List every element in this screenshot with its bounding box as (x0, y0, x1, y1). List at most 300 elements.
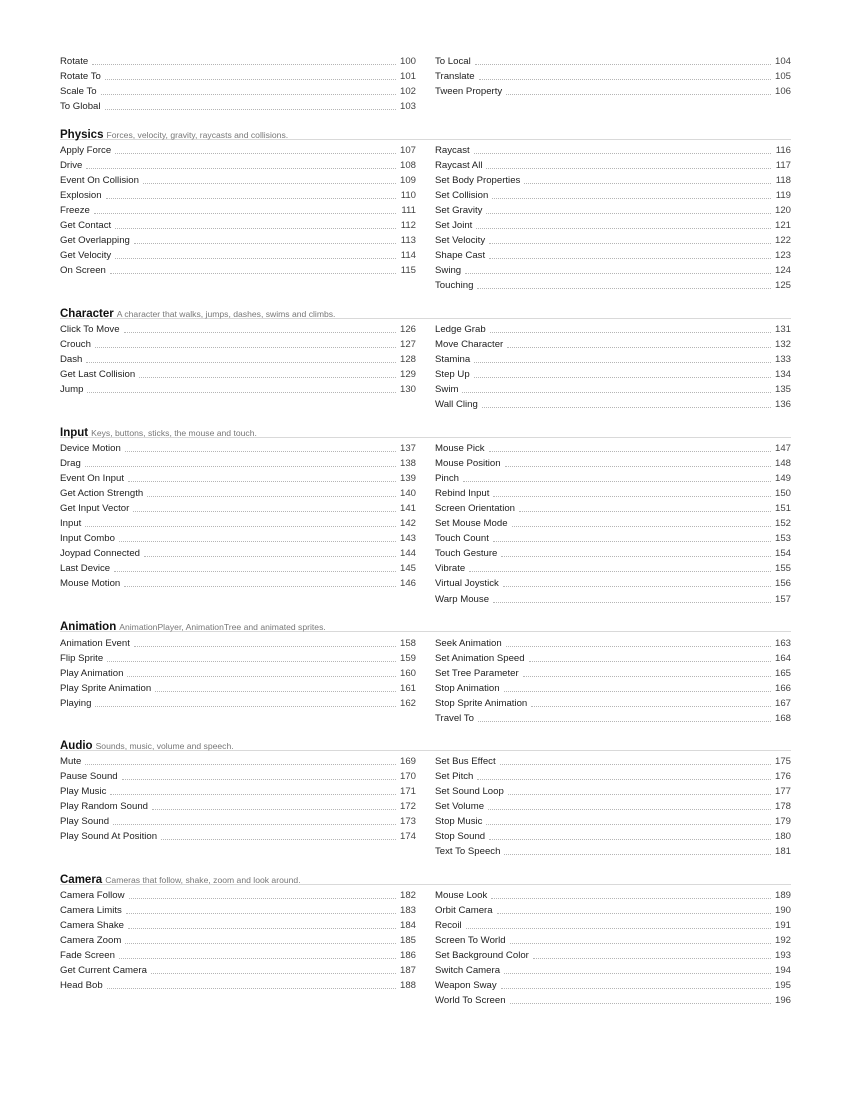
dot-leader (127, 675, 396, 677)
entry-page-number: 177 (774, 786, 791, 798)
index-entry[interactable] (60, 799, 416, 814)
entry-title: Get Overlapping (60, 235, 130, 247)
dot-leader (489, 242, 771, 244)
dot-leader (506, 93, 771, 95)
dot-leader (489, 450, 771, 452)
dot-leader (119, 957, 396, 959)
dot-leader (125, 450, 396, 452)
entry-title: Input Combo (60, 533, 115, 545)
index-entry[interactable] (60, 84, 416, 99)
index-entry[interactable] (60, 561, 416, 576)
entry-title: Set Joint (435, 220, 473, 232)
dot-leader (493, 540, 771, 542)
index-entry[interactable] (435, 337, 791, 352)
dot-leader (139, 376, 396, 378)
entry-title: Animation Event (60, 638, 130, 649)
dot-leader (133, 510, 396, 512)
entry-page-number: 172 (399, 801, 416, 813)
dot-leader (95, 346, 396, 348)
index-entry[interactable] (435, 203, 791, 218)
index-entry[interactable] (60, 933, 416, 948)
dot-leader (86, 167, 396, 169)
entry-page-number: 161 (399, 683, 416, 695)
index-entry[interactable] (60, 576, 416, 591)
dot-leader (86, 361, 396, 363)
dot-leader (486, 823, 771, 825)
index-entry[interactable] (60, 829, 416, 844)
entry-page-number: 123 (774, 250, 791, 262)
index-entry[interactable] (60, 173, 416, 188)
index-entry[interactable] (60, 903, 416, 918)
entry-title: Event On Collision (60, 175, 139, 187)
index-entry[interactable] (60, 531, 416, 546)
dot-leader (510, 1002, 771, 1004)
index-entry[interactable] (60, 352, 416, 367)
section-title: Camera (60, 874, 103, 886)
index-entry[interactable] (435, 918, 791, 933)
entry-page-number: 190 (774, 905, 791, 917)
index-entry[interactable] (435, 814, 791, 829)
entry-title: Warp Mouse (435, 593, 490, 605)
dot-leader (105, 78, 396, 80)
entry-title: Dash (60, 354, 83, 366)
section-description: Sounds, music, volume and speech. (95, 741, 234, 751)
index-entry[interactable] (435, 352, 791, 367)
entry-page-number: 125 (774, 280, 791, 292)
index-entry[interactable] (60, 948, 416, 963)
entry-page-number: 150 (774, 488, 791, 500)
dot-leader (510, 942, 771, 944)
index-entry[interactable] (435, 636, 791, 651)
entry-page-number: 128 (399, 354, 416, 366)
index-entry[interactable] (435, 158, 791, 173)
entry-page-number: 130 (399, 384, 416, 396)
index-entry[interactable] (60, 546, 416, 561)
index-entry[interactable] (60, 471, 416, 486)
entry-page-number: 194 (774, 965, 791, 977)
index-entry[interactable] (435, 769, 791, 784)
entry-page-number: 143 (399, 533, 416, 545)
entry-title: Event On Input (60, 473, 124, 485)
index-entry[interactable] (435, 651, 791, 666)
entry-title: Wall Cling (435, 399, 478, 411)
entry-title: Fade Screen (60, 950, 115, 962)
entry-title: Move Character (435, 339, 504, 351)
index-entry[interactable] (435, 471, 791, 486)
entry-page-number: 181 (774, 846, 791, 858)
entry-page-number: 126 (399, 324, 416, 335)
dot-leader (474, 361, 771, 363)
section-description: Forces, velocity, gravity, raycasts and collisions. (106, 130, 289, 140)
entry-page-number: 180 (774, 831, 791, 843)
index-entry[interactable] (435, 903, 791, 918)
entry-page-number: 182 (399, 890, 416, 901)
entry-title: Stop Animation (435, 683, 500, 695)
index-entry[interactable] (435, 54, 791, 69)
entry-title: Play Sound (60, 816, 110, 828)
entry-title: Input (60, 518, 82, 530)
dot-leader (94, 212, 396, 214)
index-entry[interactable] (435, 69, 791, 84)
index-entry[interactable] (435, 143, 791, 158)
entry-title: Set Velocity (435, 235, 486, 247)
entry-page-number: 184 (399, 920, 416, 932)
index-entry[interactable] (435, 516, 791, 531)
dot-leader (474, 376, 771, 378)
entry-title: Get Current Camera (60, 965, 147, 977)
entry-title: Get Velocity (60, 250, 112, 262)
index-entry[interactable] (435, 441, 791, 456)
dot-leader (523, 675, 771, 677)
entry-page-number: 196 (774, 995, 791, 1007)
entry-page-number: 102 (399, 86, 416, 98)
dot-leader (497, 912, 771, 914)
dot-leader (147, 495, 396, 497)
dot-leader (492, 197, 771, 199)
entry-page-number: 169 (399, 756, 416, 767)
index-entry[interactable] (60, 501, 416, 516)
index-entry[interactable] (60, 233, 416, 248)
index-entry[interactable] (435, 696, 791, 711)
dot-leader (482, 406, 771, 408)
index-entry[interactable] (60, 203, 416, 218)
entry-title: Mouse Motion (60, 578, 121, 590)
index-entry[interactable] (435, 84, 791, 99)
index-entry[interactable] (60, 337, 416, 352)
index-entry[interactable] (435, 188, 791, 203)
index-entry[interactable] (60, 918, 416, 933)
entry-title: Rebind Input (435, 488, 490, 500)
entry-page-number: 147 (774, 443, 791, 454)
entry-page-number: 145 (399, 563, 416, 575)
entry-title: Drive (60, 160, 83, 172)
index-entry[interactable] (435, 322, 791, 337)
dot-leader (134, 645, 396, 647)
index-entry[interactable] (435, 486, 791, 501)
entry-page-number: 157 (774, 593, 791, 605)
entry-title: Camera Shake (60, 920, 124, 932)
entry-title: Pinch (435, 473, 459, 485)
entry-title: To Global (60, 101, 101, 113)
index-entry[interactable] (60, 218, 416, 233)
index-entry[interactable] (60, 382, 416, 397)
entry-page-number: 165 (774, 668, 791, 680)
entry-page-number: 110 (400, 190, 416, 202)
dot-leader (500, 763, 771, 765)
entry-page-number: 116 (775, 145, 791, 156)
dot-leader (488, 808, 771, 810)
entry-title: Raycast All (435, 160, 483, 172)
index-entry[interactable] (60, 978, 416, 993)
entry-page-number: 162 (399, 698, 416, 710)
index-entry[interactable] (60, 99, 416, 114)
entry-page-number: 153 (774, 533, 791, 545)
index-entry[interactable] (60, 143, 416, 158)
entry-page-number: 131 (774, 324, 791, 335)
entry-page-number: 155 (774, 563, 791, 575)
index-entry[interactable] (435, 531, 791, 546)
entry-title: Drag (60, 458, 81, 470)
entry-page-number: 168 (774, 713, 791, 725)
index-entry[interactable] (435, 963, 791, 978)
entry-page-number: 108 (399, 160, 416, 172)
entry-page-number: 103 (399, 101, 416, 113)
dot-leader (144, 555, 396, 557)
index-entry[interactable] (435, 501, 791, 516)
index-entry[interactable] (435, 681, 791, 696)
entry-title: Device Motion (60, 443, 121, 454)
entry-page-number: 139 (399, 473, 416, 485)
entry-title: Rotate To (60, 71, 101, 83)
entry-title: Switch Camera (435, 965, 501, 977)
section-description: A character that walks, jumps, dashes, swims and climbs. (116, 309, 336, 319)
entry-title: Play Sound At Position (60, 831, 158, 843)
entry-title: Shape Cast (435, 250, 486, 262)
section-description: Cameras that follow, shake, zoom and look around. (105, 875, 301, 885)
entry-page-number: 100 (399, 56, 416, 67)
index-entry[interactable] (435, 576, 791, 591)
entry-page-number: 137 (399, 443, 416, 454)
entry-title: Jump (60, 384, 84, 396)
index-entry[interactable] (60, 263, 416, 278)
entry-page-number: 114 (400, 250, 416, 262)
index-entry[interactable] (435, 666, 791, 681)
index-entry[interactable] (435, 978, 791, 993)
index-entry[interactable] (60, 814, 416, 829)
index-entry[interactable] (60, 769, 416, 784)
dot-leader (474, 152, 771, 154)
index-entry[interactable] (60, 456, 416, 471)
entry-title: Freeze (60, 205, 90, 217)
entry-title: Camera Zoom (60, 935, 122, 947)
entry-title: Tween Property (435, 86, 503, 98)
entry-page-number: 179 (774, 816, 791, 828)
index-entry[interactable] (60, 784, 416, 799)
index-entry[interactable] (60, 367, 416, 382)
index-entry[interactable] (60, 681, 416, 696)
index-entry[interactable] (435, 248, 791, 263)
entry-page-number: 148 (774, 458, 791, 470)
index-entry[interactable] (60, 754, 416, 769)
dot-leader (115, 152, 396, 154)
entry-page-number: 195 (774, 980, 791, 992)
entry-page-number: 152 (774, 518, 791, 530)
index-entry[interactable] (60, 441, 416, 456)
entry-title: Stop Sound (435, 831, 486, 843)
entry-page-number: 170 (399, 771, 416, 783)
dot-leader (125, 942, 396, 944)
index-entry[interactable] (60, 516, 416, 531)
index-entry[interactable] (60, 486, 416, 501)
dot-leader (107, 660, 396, 662)
entry-title: Set Bus Effect (435, 756, 496, 767)
entry-title: Rotate (60, 56, 89, 67)
entry-page-number: 117 (775, 160, 791, 172)
index-entry[interactable] (435, 367, 791, 382)
index-entry[interactable] (60, 963, 416, 978)
dot-leader (489, 257, 771, 259)
dot-leader (161, 838, 396, 840)
dot-leader (531, 705, 771, 707)
entry-page-number: 120 (774, 205, 791, 217)
dot-leader (92, 63, 396, 65)
index-entry[interactable] (435, 888, 791, 903)
dot-leader (501, 555, 771, 557)
index-entry[interactable] (60, 248, 416, 263)
entry-title: Last Device (60, 563, 111, 575)
dot-leader (503, 585, 771, 587)
entry-page-number: 107 (399, 145, 416, 156)
index-entry[interactable] (435, 948, 791, 963)
entry-title: Mouse Pick (435, 443, 485, 454)
index-entry[interactable] (60, 888, 416, 903)
entry-title: Screen To World (435, 935, 506, 947)
entry-page-number: 189 (774, 890, 791, 901)
dot-leader (151, 972, 396, 974)
dot-leader (504, 690, 771, 692)
entry-title: Flip Sprite (60, 653, 104, 665)
index-entry[interactable] (60, 666, 416, 681)
section-header-character (60, 304, 791, 319)
entry-title: Touch Count (435, 533, 489, 545)
entry-title: Crouch (60, 339, 91, 351)
dot-leader (124, 331, 396, 333)
index-entry[interactable] (60, 69, 416, 84)
dot-leader (110, 793, 396, 795)
index-entry[interactable] (60, 188, 416, 203)
dot-leader (486, 212, 771, 214)
section-description: Keys, buttons, sticks, the mouse and touch. (91, 428, 257, 438)
dot-leader (105, 108, 396, 110)
entry-page-number: 185 (399, 935, 416, 947)
index-entry[interactable] (435, 933, 791, 948)
entry-page-number: 124 (774, 265, 791, 277)
entry-page-number: 154 (774, 548, 791, 560)
entry-page-number: 142 (399, 518, 416, 530)
entry-page-number: 159 (399, 653, 416, 665)
entry-page-number: 171 (399, 786, 416, 798)
entry-title: Stop Sprite Animation (435, 698, 528, 710)
entry-page-number: 166 (774, 683, 791, 695)
dot-leader (143, 182, 396, 184)
entry-title: Apply Force (60, 145, 112, 156)
dot-leader (110, 272, 396, 274)
entry-title: Recoil (435, 920, 462, 932)
index-entry[interactable] (435, 799, 791, 814)
dot-leader (115, 227, 396, 229)
entry-page-number: 192 (774, 935, 791, 947)
index-entry[interactable] (435, 456, 791, 471)
index-entry[interactable] (60, 651, 416, 666)
dot-leader (529, 660, 771, 662)
dot-leader (128, 927, 396, 929)
entry-title: Camera Follow (60, 890, 125, 901)
index-entry[interactable] (435, 218, 791, 233)
index-entry[interactable] (435, 592, 791, 607)
entry-title: Set Background Color (435, 950, 529, 962)
entry-title: Set Volume (435, 801, 485, 813)
entry-title: Get Last Collision (60, 369, 136, 381)
entry-title: On Screen (60, 265, 106, 277)
entry-title: Play Animation (60, 668, 124, 680)
entry-page-number: 132 (774, 339, 791, 351)
index-entry[interactable] (435, 278, 791, 293)
entry-title: Translate (435, 71, 475, 83)
index-entry[interactable] (60, 696, 416, 711)
index-entry[interactable] (60, 158, 416, 173)
entry-page-number: 149 (774, 473, 791, 485)
entry-title: Set Animation Speed (435, 653, 525, 665)
section-title: Character (60, 308, 114, 320)
index-entry[interactable] (435, 263, 791, 278)
entry-page-number: 144 (399, 548, 416, 560)
index-entry[interactable] (435, 829, 791, 844)
entry-title: Set Pitch (435, 771, 474, 783)
dot-leader (506, 645, 771, 647)
entry-title: Joypad Connected (60, 548, 141, 560)
dot-leader (486, 167, 771, 169)
entry-page-number: 106 (774, 86, 791, 98)
dot-leader (107, 987, 396, 989)
index-entry[interactable] (435, 561, 791, 576)
entry-page-number: 176 (774, 771, 791, 783)
index-entry[interactable] (435, 546, 791, 561)
dot-leader (477, 287, 771, 289)
entry-page-number: 129 (399, 369, 416, 381)
dot-leader (95, 705, 396, 707)
index-entry[interactable] (60, 54, 416, 69)
dot-leader (524, 182, 771, 184)
entry-title: Camera Limits (60, 905, 122, 917)
dot-leader (126, 912, 396, 914)
dot-leader (114, 570, 396, 572)
dot-leader (155, 690, 396, 692)
dot-leader (476, 227, 771, 229)
index-entry[interactable] (435, 711, 791, 726)
section-header-animation (60, 617, 791, 632)
entry-title: Swim (435, 384, 459, 396)
index-entry[interactable] (435, 382, 791, 397)
entry-title: Weapon Sway (435, 980, 497, 992)
entry-title: Play Random Sound (60, 801, 148, 813)
dot-leader (533, 957, 771, 959)
entry-title: Set Gravity (435, 205, 483, 217)
index-entry[interactable] (435, 754, 791, 769)
entry-title: Get Contact (60, 220, 112, 232)
entry-title: Get Action Strength (60, 488, 144, 500)
dot-leader (119, 540, 396, 542)
index-entry[interactable] (435, 993, 791, 1008)
entry-title: Seek Animation (435, 638, 502, 649)
dot-leader (134, 242, 396, 244)
section-title: Input (60, 427, 89, 439)
section-title: Audio (60, 740, 93, 752)
entry-title: Touch Gesture (435, 548, 498, 560)
index-entry[interactable] (60, 322, 416, 337)
dot-leader (501, 987, 771, 989)
index-entry[interactable] (435, 784, 791, 799)
entry-title: Pause Sound (60, 771, 118, 783)
index-entry[interactable] (435, 844, 791, 859)
dot-leader (106, 197, 396, 199)
index-entry[interactable] (435, 233, 791, 248)
index-entry[interactable] (435, 397, 791, 412)
entry-page-number: 164 (774, 653, 791, 665)
entry-title: World To Screen (435, 995, 506, 1007)
index-entry[interactable] (60, 636, 416, 651)
entry-title: Explosion (60, 190, 102, 202)
index-entry[interactable] (435, 173, 791, 188)
